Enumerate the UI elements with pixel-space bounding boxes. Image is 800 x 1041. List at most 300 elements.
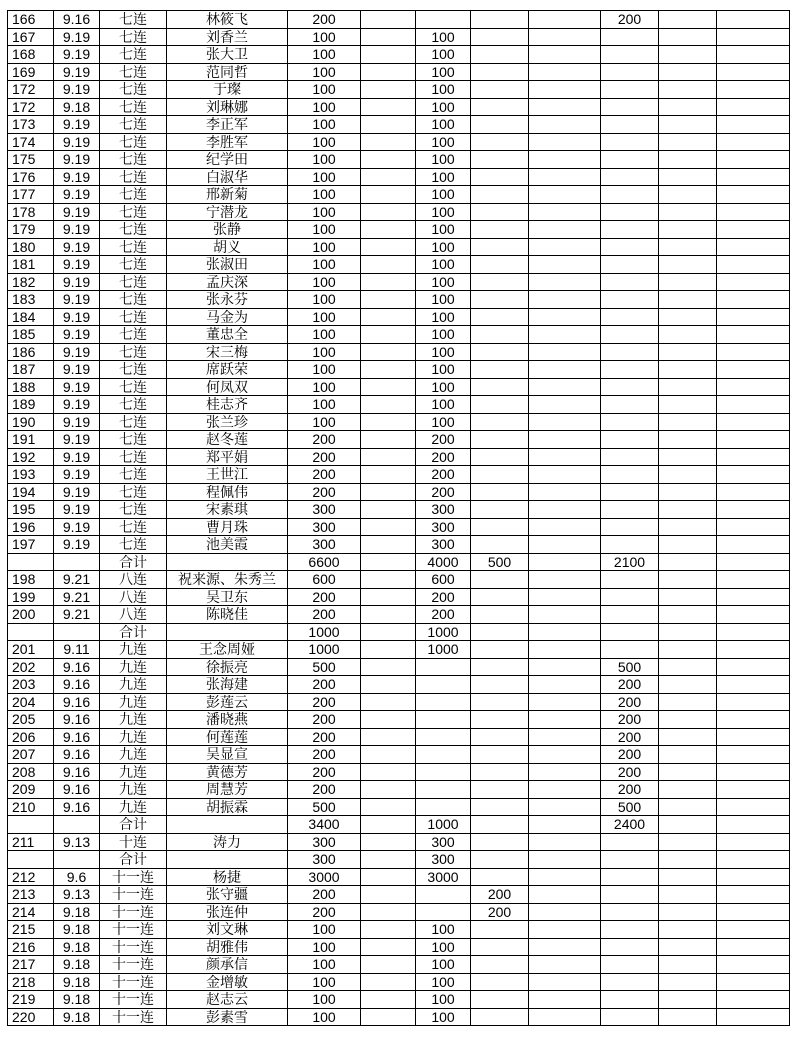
col7-cell (416, 693, 471, 711)
total-cell: 100 (288, 256, 361, 274)
date-cell (54, 851, 100, 869)
seq-cell: 216 (8, 938, 54, 956)
total-cell: 100 (288, 1008, 361, 1026)
col7-cell (416, 728, 471, 746)
name-cell: 席跃荣 (167, 361, 288, 379)
col7-cell (416, 798, 471, 816)
col9-cell (529, 448, 601, 466)
table-row (8, 763, 790, 781)
col9-cell (529, 396, 601, 414)
col11-cell (659, 256, 717, 274)
col6-cell (361, 973, 416, 991)
unit-cell: 七连 (100, 203, 167, 221)
col12-cell (717, 11, 790, 29)
total-cell: 100 (288, 396, 361, 414)
table-row (8, 343, 790, 361)
name-cell: 孟庆深 (167, 273, 288, 291)
name-cell: 张淑田 (167, 256, 288, 274)
col10-cell (601, 991, 659, 1009)
total-cell: 300 (288, 851, 361, 869)
col12-cell (717, 956, 790, 974)
date-cell: 9.16 (54, 711, 100, 729)
table-row (8, 81, 790, 99)
col8-cell (471, 623, 529, 641)
col8-cell (471, 956, 529, 974)
col6-cell (361, 308, 416, 326)
col8-cell (471, 168, 529, 186)
seq-cell: 205 (8, 711, 54, 729)
table-row (8, 98, 790, 116)
col8-cell (471, 868, 529, 886)
total-cell: 100 (288, 413, 361, 431)
col11-cell (659, 833, 717, 851)
col12-cell (717, 98, 790, 116)
table-row (8, 833, 790, 851)
col6-cell (361, 168, 416, 186)
name-cell (167, 816, 288, 834)
col11-cell (659, 501, 717, 519)
col8-cell (471, 693, 529, 711)
col6-cell (361, 63, 416, 81)
col10-cell (601, 81, 659, 99)
col6-cell (361, 46, 416, 64)
seq-cell: 172 (8, 81, 54, 99)
col6-cell (361, 1008, 416, 1026)
table-row (8, 606, 790, 624)
col8-cell (471, 466, 529, 484)
total-cell: 100 (288, 938, 361, 956)
unit-cell: 七连 (100, 326, 167, 344)
date-cell: 9.16 (54, 798, 100, 816)
table-row (8, 518, 790, 536)
name-cell: 白淑华 (167, 168, 288, 186)
col12-cell (717, 81, 790, 99)
col8-cell (471, 291, 529, 309)
col7-cell: 100 (416, 361, 471, 379)
col11-cell (659, 851, 717, 869)
name-cell: 赵志云 (167, 991, 288, 1009)
col8-cell (471, 781, 529, 799)
date-cell: 9.18 (54, 1008, 100, 1026)
seq-cell (8, 851, 54, 869)
col12-cell (717, 291, 790, 309)
col7-cell (416, 781, 471, 799)
date-cell: 9.21 (54, 571, 100, 589)
col6-cell (361, 816, 416, 834)
col8-cell (471, 501, 529, 519)
col12-cell (717, 833, 790, 851)
col9-cell (529, 781, 601, 799)
col12-cell (717, 728, 790, 746)
col11-cell (659, 343, 717, 361)
date-cell: 9.18 (54, 938, 100, 956)
seq-cell: 191 (8, 431, 54, 449)
col8-cell (471, 991, 529, 1009)
date-cell (54, 816, 100, 834)
name-cell: 桂志齐 (167, 396, 288, 414)
col12-cell (717, 606, 790, 624)
col8-cell (471, 816, 529, 834)
col9-cell (529, 466, 601, 484)
total-cell: 200 (288, 588, 361, 606)
date-cell: 9.19 (54, 116, 100, 134)
col6-cell (361, 396, 416, 414)
col9-cell (529, 518, 601, 536)
unit-cell: 合计 (100, 851, 167, 869)
total-cell: 100 (288, 81, 361, 99)
col6-cell (361, 431, 416, 449)
col7-cell: 300 (416, 501, 471, 519)
col11-cell (659, 991, 717, 1009)
col8-cell (471, 851, 529, 869)
col10-cell (601, 273, 659, 291)
seq-cell: 189 (8, 396, 54, 414)
col9-cell (529, 536, 601, 554)
col8-cell (471, 11, 529, 29)
col7-cell: 100 (416, 343, 471, 361)
col7-cell: 200 (416, 588, 471, 606)
table-row (8, 501, 790, 519)
name-cell: 胡雅伟 (167, 938, 288, 956)
col10-cell (601, 361, 659, 379)
col10-cell: 200 (601, 11, 659, 29)
table-row (8, 63, 790, 81)
col8-cell (471, 921, 529, 939)
date-cell: 9.19 (54, 151, 100, 169)
col11-cell (659, 571, 717, 589)
table-row (8, 868, 790, 886)
unit-cell: 七连 (100, 238, 167, 256)
col11-cell (659, 728, 717, 746)
total-cell: 100 (288, 168, 361, 186)
name-cell: 张永芬 (167, 291, 288, 309)
name-cell: 张大卫 (167, 46, 288, 64)
col11-cell (659, 781, 717, 799)
name-cell: 董忠全 (167, 326, 288, 344)
seq-cell: 196 (8, 518, 54, 536)
date-cell: 9.19 (54, 466, 100, 484)
date-cell: 9.16 (54, 11, 100, 29)
table-row (8, 798, 790, 816)
col8-cell (471, 378, 529, 396)
unit-cell: 七连 (100, 536, 167, 554)
col12-cell (717, 256, 790, 274)
date-cell: 9.19 (54, 431, 100, 449)
col10-cell (601, 956, 659, 974)
unit-cell: 七连 (100, 431, 167, 449)
unit-cell: 十一连 (100, 973, 167, 991)
col9-cell (529, 938, 601, 956)
col12-cell (717, 851, 790, 869)
col11-cell (659, 413, 717, 431)
col10-cell: 200 (601, 728, 659, 746)
col8-cell (471, 151, 529, 169)
col12-cell (717, 483, 790, 501)
table-row (8, 46, 790, 64)
total-cell: 300 (288, 518, 361, 536)
col9-cell (529, 746, 601, 764)
col9-cell (529, 431, 601, 449)
col11-cell (659, 46, 717, 64)
seq-cell: 190 (8, 413, 54, 431)
col11-cell (659, 956, 717, 974)
col11-cell (659, 186, 717, 204)
unit-cell: 七连 (100, 98, 167, 116)
col6-cell (361, 886, 416, 904)
col7-cell: 200 (416, 606, 471, 624)
seq-cell (8, 623, 54, 641)
col8-cell (471, 343, 529, 361)
date-cell (54, 623, 100, 641)
seq-cell: 208 (8, 763, 54, 781)
total-cell: 200 (288, 711, 361, 729)
table-row (8, 326, 790, 344)
unit-cell: 九连 (100, 798, 167, 816)
col6-cell (361, 536, 416, 554)
total-cell: 3000 (288, 868, 361, 886)
name-cell: 张连仲 (167, 903, 288, 921)
col10-cell (601, 168, 659, 186)
table-row (8, 291, 790, 309)
col8-cell (471, 361, 529, 379)
col7-cell: 100 (416, 238, 471, 256)
col11-cell (659, 28, 717, 46)
table-row (8, 11, 790, 29)
total-cell: 200 (288, 606, 361, 624)
col10-cell: 2400 (601, 816, 659, 834)
col11-cell (659, 921, 717, 939)
name-cell: 张海建 (167, 676, 288, 694)
col11-cell (659, 221, 717, 239)
seq-cell: 211 (8, 833, 54, 851)
col11-cell (659, 816, 717, 834)
col12-cell (717, 903, 790, 921)
col11-cell (659, 63, 717, 81)
col6-cell (361, 991, 416, 1009)
name-cell: 吴显宣 (167, 746, 288, 764)
col11-cell (659, 151, 717, 169)
col10-cell (601, 501, 659, 519)
col12-cell (717, 1008, 790, 1026)
col9-cell (529, 186, 601, 204)
col10-cell (601, 256, 659, 274)
seq-cell: 193 (8, 466, 54, 484)
col11-cell (659, 1008, 717, 1026)
seq-cell: 200 (8, 606, 54, 624)
unit-cell: 七连 (100, 291, 167, 309)
col12-cell (717, 63, 790, 81)
total-cell: 100 (288, 151, 361, 169)
col6-cell (361, 693, 416, 711)
col9-cell (529, 116, 601, 134)
unit-cell: 九连 (100, 641, 167, 659)
name-cell: 涛力 (167, 833, 288, 851)
name-cell: 张守疆 (167, 886, 288, 904)
seq-cell: 199 (8, 588, 54, 606)
unit-cell: 九连 (100, 711, 167, 729)
col11-cell (659, 116, 717, 134)
date-cell: 9.19 (54, 168, 100, 186)
col6-cell (361, 938, 416, 956)
date-cell: 9.19 (54, 308, 100, 326)
col7-cell: 100 (416, 413, 471, 431)
col8-cell (471, 203, 529, 221)
col10-cell (601, 868, 659, 886)
col7-cell: 4000 (416, 553, 471, 571)
seq-cell: 206 (8, 728, 54, 746)
seq-cell: 178 (8, 203, 54, 221)
seq-cell (8, 816, 54, 834)
col10-cell (601, 98, 659, 116)
table-row (8, 676, 790, 694)
col9-cell (529, 851, 601, 869)
col7-cell: 100 (416, 168, 471, 186)
total-cell: 200 (288, 483, 361, 501)
col6-cell (361, 851, 416, 869)
date-cell: 9.19 (54, 326, 100, 344)
col7-cell (416, 903, 471, 921)
unit-cell: 十一连 (100, 956, 167, 974)
col11-cell (659, 483, 717, 501)
col9-cell (529, 28, 601, 46)
col11-cell (659, 238, 717, 256)
total-cell: 100 (288, 186, 361, 204)
total-cell: 3400 (288, 816, 361, 834)
col10-cell (601, 536, 659, 554)
col7-cell: 100 (416, 28, 471, 46)
col8-cell (471, 938, 529, 956)
col7-cell: 1000 (416, 816, 471, 834)
name-cell: 黄德芳 (167, 763, 288, 781)
col7-cell (416, 711, 471, 729)
date-cell: 9.16 (54, 728, 100, 746)
col6-cell (361, 658, 416, 676)
col12-cell (717, 763, 790, 781)
col12-cell (717, 203, 790, 221)
total-cell: 100 (288, 273, 361, 291)
date-cell: 9.16 (54, 781, 100, 799)
total-cell: 100 (288, 378, 361, 396)
col12-cell (717, 501, 790, 519)
col7-cell: 100 (416, 46, 471, 64)
col9-cell (529, 291, 601, 309)
seq-cell: 203 (8, 676, 54, 694)
col8-cell: 200 (471, 886, 529, 904)
col6-cell (361, 378, 416, 396)
col9-cell (529, 991, 601, 1009)
col11-cell (659, 81, 717, 99)
total-cell: 300 (288, 536, 361, 554)
col9-cell (529, 413, 601, 431)
unit-cell: 十一连 (100, 938, 167, 956)
table-row (8, 466, 790, 484)
col10-cell (601, 606, 659, 624)
col7-cell: 100 (416, 63, 471, 81)
table-body (8, 11, 790, 1026)
table-row (8, 903, 790, 921)
col9-cell (529, 886, 601, 904)
col12-cell (717, 168, 790, 186)
table-row (8, 956, 790, 974)
col10-cell (601, 833, 659, 851)
col8-cell (471, 606, 529, 624)
col8-cell (471, 518, 529, 536)
table-row (8, 133, 790, 151)
total-cell: 200 (288, 693, 361, 711)
col9-cell (529, 973, 601, 991)
col6-cell (361, 798, 416, 816)
date-cell: 9.18 (54, 991, 100, 1009)
col7-cell (416, 763, 471, 781)
col10-cell (601, 851, 659, 869)
date-cell: 9.19 (54, 501, 100, 519)
col10-cell (601, 518, 659, 536)
date-cell: 9.19 (54, 343, 100, 361)
seq-cell: 202 (8, 658, 54, 676)
col8-cell (471, 238, 529, 256)
table-row (8, 693, 790, 711)
col6-cell (361, 588, 416, 606)
seq-cell: 188 (8, 378, 54, 396)
unit-cell: 七连 (100, 133, 167, 151)
col9-cell (529, 903, 601, 921)
col9-cell (529, 361, 601, 379)
table-row (8, 571, 790, 589)
date-cell: 9.19 (54, 28, 100, 46)
col8-cell (471, 728, 529, 746)
col6-cell (361, 273, 416, 291)
table-row (8, 116, 790, 134)
col7-cell: 100 (416, 221, 471, 239)
date-cell: 9.18 (54, 98, 100, 116)
col9-cell (529, 326, 601, 344)
date-cell: 9.21 (54, 588, 100, 606)
col6-cell (361, 553, 416, 571)
col11-cell (659, 396, 717, 414)
col6-cell (361, 11, 416, 29)
unit-cell: 十一连 (100, 991, 167, 1009)
name-cell: 颜承信 (167, 956, 288, 974)
col12-cell (717, 536, 790, 554)
col9-cell (529, 308, 601, 326)
total-cell: 100 (288, 343, 361, 361)
col9-cell (529, 606, 601, 624)
col12-cell (717, 658, 790, 676)
unit-cell: 七连 (100, 466, 167, 484)
col12-cell (717, 396, 790, 414)
col9-cell (529, 571, 601, 589)
total-cell: 200 (288, 886, 361, 904)
col10-cell (601, 973, 659, 991)
col11-cell (659, 168, 717, 186)
col8-cell (471, 186, 529, 204)
col12-cell (717, 938, 790, 956)
col9-cell (529, 623, 601, 641)
total-cell: 100 (288, 98, 361, 116)
unit-cell: 九连 (100, 658, 167, 676)
col7-cell: 1000 (416, 623, 471, 641)
col6-cell (361, 641, 416, 659)
col7-cell: 200 (416, 466, 471, 484)
table-row (8, 256, 790, 274)
col10-cell (601, 116, 659, 134)
total-cell: 100 (288, 361, 361, 379)
col9-cell (529, 676, 601, 694)
col10-cell (601, 413, 659, 431)
name-cell: 王念周娅 (167, 641, 288, 659)
subtotal-row (8, 553, 790, 571)
col11-cell (659, 973, 717, 991)
